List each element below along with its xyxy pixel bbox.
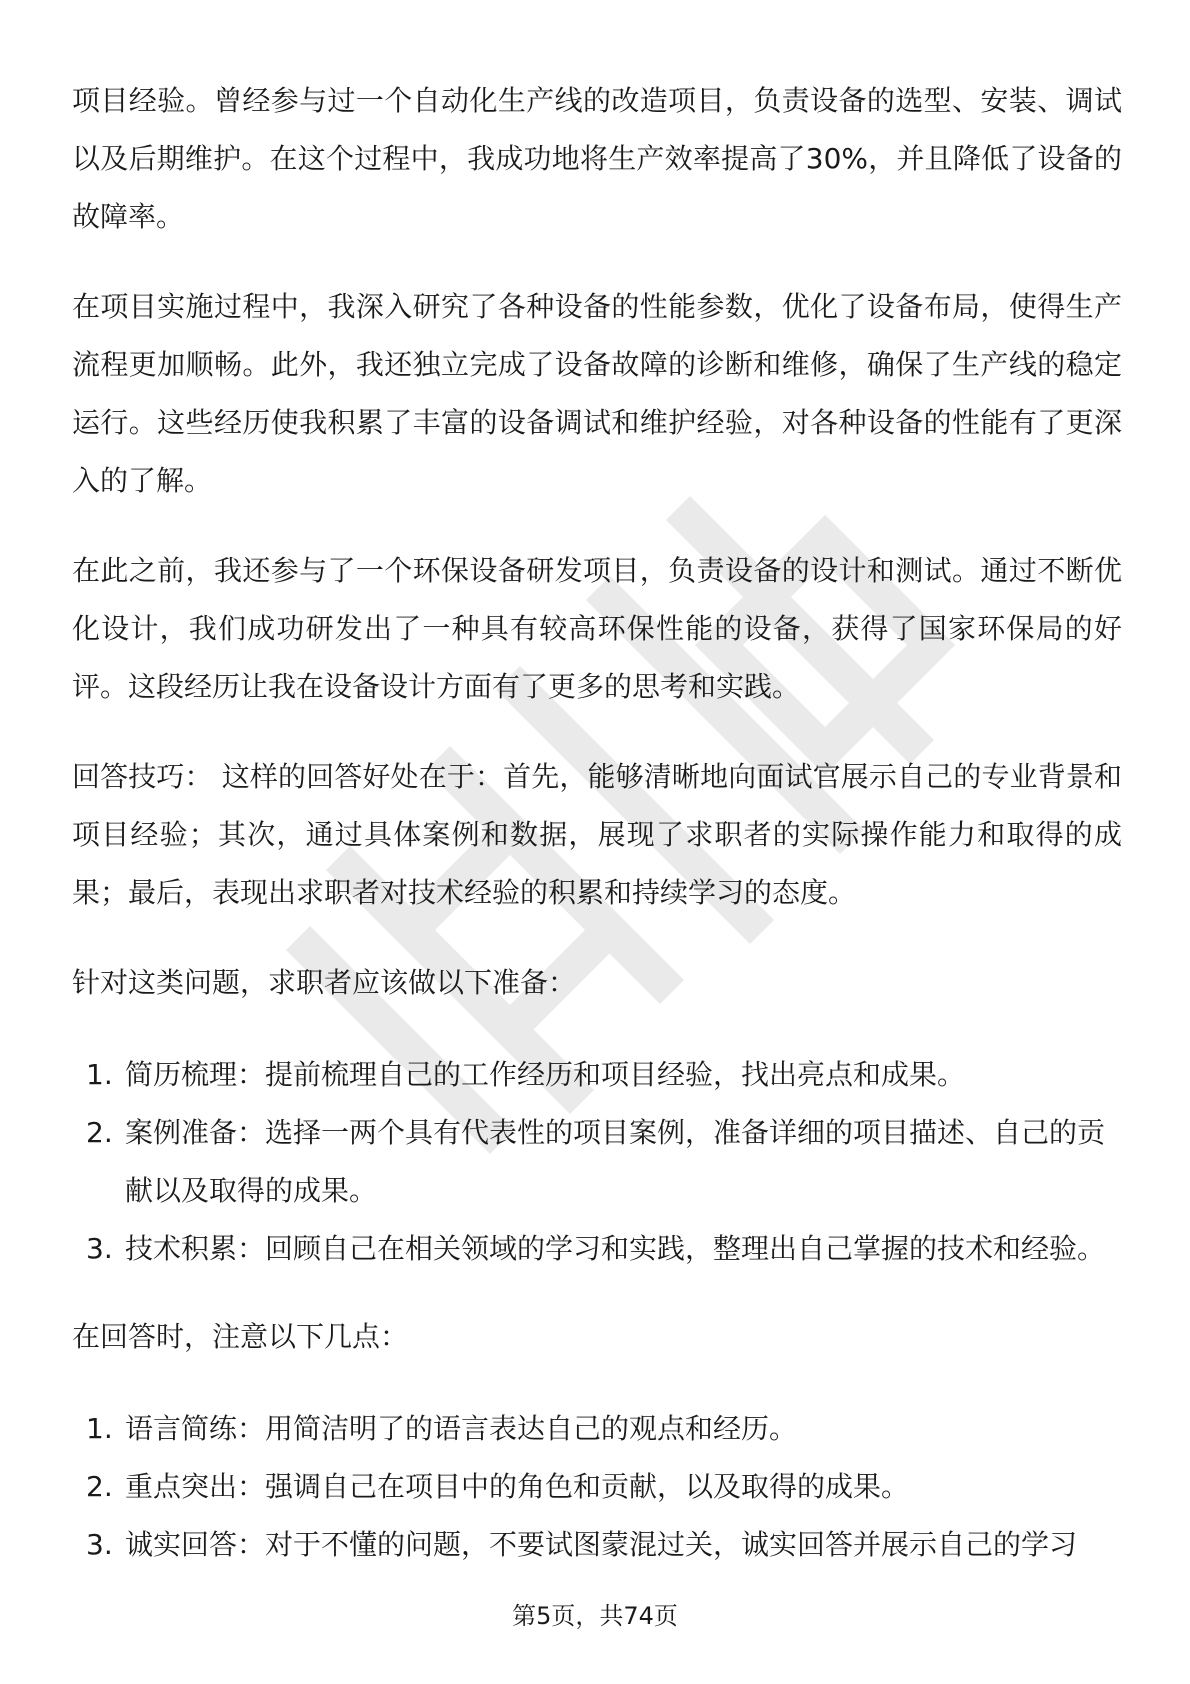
list-item [72,1046,1122,1104]
prep-list [72,1046,1122,1278]
list-text: 简历梳理：提前梳理自己的工作经历和项目经验，找出亮点和成果。 [125,1058,966,1091]
list-item [72,1458,1122,1516]
list-number: 3. [86,1232,113,1265]
paragraph-environmental-project: 在此之前，我还参与了一个环保设备研发项目，负责设备的设计和测试。通过不断优化设计，我们成功研发出了一种具有较高环保性能的设备，获得了国家环保局的好评。这段经历让我在设备设计方面有了更多的思考和实践。 [72,554,1122,703]
list-text: 语言简练：用简洁明了的语言表达自己的观点和经历。 [125,1412,798,1445]
paragraph-implementation: 在项目实施过程中，我深入研究了各种设备的性能参数，优化了设备布局，使得生产流程更加顺畅。此外，我还独立完成了设备故障的诊断和维修，确保了生产线的稳定运行。这些经历使我积累了丰富的设备调试和维护经验，对各种设备的性能有了更深入的了解。 [72,290,1122,497]
list-item [72,1516,1122,1574]
list-number: 2. [86,1470,113,1503]
list-text: 案例准备：选择一两个具有代表性的项目案例，准备详细的项目描述、自己的贡献以及取得的成果。 [125,1116,1106,1207]
list-number: 2. [86,1116,113,1149]
list-number: 1. [86,1412,113,1445]
page-footer: 第5页，共74页 [512,1602,678,1630]
document-body [72,72,1122,1604]
paragraph-attention-intro: 在回答时，注意以下几点： [72,1320,409,1353]
paragraph-project-experience: 项目经验。曾经参与过一个自动化生产线的改造项目，负责设备的选型、安装、调试以及后期维护。在这个过程中，我成功地将生产效率提高了30%，并且降低了设备的故障率。 [72,84,1122,233]
list-text: 技术积累：回顾自己在相关领域的学习和实践，整理出自己掌握的技术和经验。 [125,1232,1106,1265]
list-item [72,1104,1122,1220]
list-text: 诚实回答：对于不懂的问题，不要试图蒙混过关，诚实回答并展示自己的学习 [125,1528,1078,1561]
paragraph-answer-tips: 回答技巧： 这样的回答好处在于：首先，能够清晰地向面试官展示自己的专业背景和项目经验；其次，通过具体案例和数据，展现了求职者的实际操作能力和取得的成果；最后，表现出求职者对技术经验的积累和持续学习的态度。 [72,760,1122,909]
list-number: 1. [86,1058,113,1091]
attention-list [72,1400,1122,1574]
list-item [72,1220,1122,1278]
list-text: 重点突出：强调自己在项目中的角色和贡献，以及取得的成果。 [125,1470,910,1503]
list-number: 3. [86,1528,113,1561]
paragraph-prep-intro: 针对这类问题，求职者应该做以下准备： [72,966,577,999]
list-item [72,1400,1122,1458]
